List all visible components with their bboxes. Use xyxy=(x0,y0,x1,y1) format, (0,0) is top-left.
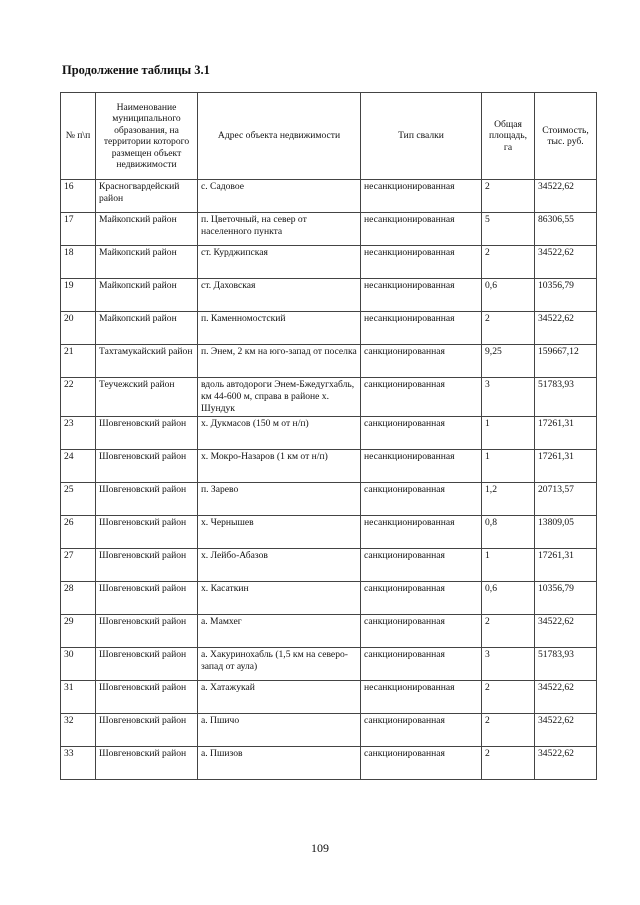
cell-municipality: Майкопский район xyxy=(96,246,198,279)
cell-cost: 34522,62 xyxy=(535,180,597,213)
cell-municipality: Шовгеновский район xyxy=(96,417,198,450)
cell-municipality: Шовгеновский район xyxy=(96,648,198,681)
cell-cost: 159667,12 xyxy=(535,345,597,378)
cell-type: несанкционированная xyxy=(361,213,482,246)
cell-area: 0,8 xyxy=(482,516,535,549)
table-row xyxy=(61,549,597,582)
cell-num: 28 xyxy=(61,582,96,615)
header-type: Тип свалки xyxy=(361,93,482,180)
cell-address: х. Касаткин xyxy=(198,582,361,615)
cell-address: п. Энем, 2 км на юго-запад от поселка xyxy=(198,345,361,378)
cell-municipality: Шовгеновский район xyxy=(96,483,198,516)
cell-num: 22 xyxy=(61,378,96,417)
cell-address: а. Пшизов xyxy=(198,747,361,780)
header-cost: Стоимость, тыс. руб. xyxy=(535,93,597,180)
cell-area: 0,6 xyxy=(482,582,535,615)
cell-municipality: Майкопский район xyxy=(96,279,198,312)
table-row xyxy=(61,582,597,615)
cell-address: п. Цветочный, на север от населенного пункта xyxy=(198,213,361,246)
cell-area: 2 xyxy=(482,747,535,780)
table-continuation-title: Продолжение таблицы 3.1 xyxy=(62,63,210,77)
cell-num: 32 xyxy=(61,714,96,747)
cell-cost: 17261,31 xyxy=(535,450,597,483)
cell-address: с. Садовое xyxy=(198,180,361,213)
cell-address: х. Чернышев xyxy=(198,516,361,549)
cell-type: несанкционированная xyxy=(361,246,482,279)
cell-area: 2 xyxy=(482,681,535,714)
cell-address: а. Хакуринохабль (1,5 км на северо-запад от аула) xyxy=(198,648,361,681)
table-row xyxy=(61,516,597,549)
table-row xyxy=(61,450,597,483)
cell-num: 26 xyxy=(61,516,96,549)
cell-cost: 34522,62 xyxy=(535,747,597,780)
cell-cost: 86306,55 xyxy=(535,213,597,246)
table-row xyxy=(61,279,597,312)
cell-address: п. Зарево xyxy=(198,483,361,516)
cell-area: 2 xyxy=(482,714,535,747)
cell-municipality: Шовгеновский район xyxy=(96,516,198,549)
cell-num: 25 xyxy=(61,483,96,516)
cell-address: х. Лейбо-Абазов xyxy=(198,549,361,582)
cell-type: санкционированная xyxy=(361,549,482,582)
cell-num: 33 xyxy=(61,747,96,780)
cell-area: 1,2 xyxy=(482,483,535,516)
cell-cost: 20713,57 xyxy=(535,483,597,516)
cell-cost: 13809,05 xyxy=(535,516,597,549)
cell-type: несанкционированная xyxy=(361,681,482,714)
cell-type: санкционированная xyxy=(361,345,482,378)
cell-municipality: Тахтамукайский район xyxy=(96,345,198,378)
cell-address: ст. Курджипская xyxy=(198,246,361,279)
header-address: Адрес объекта недвижимости xyxy=(198,93,361,180)
cell-municipality: Майкопский район xyxy=(96,213,198,246)
cell-address: х. Дукмасов (150 м от н/п) xyxy=(198,417,361,450)
cell-num: 20 xyxy=(61,312,96,345)
cell-num: 17 xyxy=(61,213,96,246)
cell-cost: 34522,62 xyxy=(535,246,597,279)
page-number: 109 xyxy=(311,841,329,855)
cell-cost: 34522,62 xyxy=(535,681,597,714)
cell-type: санкционированная xyxy=(361,747,482,780)
cell-area: 2 xyxy=(482,615,535,648)
cell-area: 2 xyxy=(482,312,535,345)
cell-municipality: Шовгеновский район xyxy=(96,582,198,615)
cell-address: вдоль автодороги Энем-Бжедугхабль, км 44-600 м, справа в районе х. Шундук xyxy=(198,378,361,417)
cell-municipality: Шовгеновский район xyxy=(96,747,198,780)
table-row xyxy=(61,747,597,780)
cell-municipality: Майкопский район xyxy=(96,312,198,345)
cell-municipality: Шовгеновский район xyxy=(96,615,198,648)
cell-type: несанкционированная xyxy=(361,450,482,483)
table-header-row xyxy=(61,93,597,180)
cell-type: несанкционированная xyxy=(361,312,482,345)
cell-area: 1 xyxy=(482,549,535,582)
cell-area: 3 xyxy=(482,378,535,417)
cell-num: 18 xyxy=(61,246,96,279)
cell-type: санкционированная xyxy=(361,714,482,747)
cell-area: 2 xyxy=(482,246,535,279)
header-area: Общая площадь, га xyxy=(482,93,535,180)
cell-cost: 34522,62 xyxy=(535,312,597,345)
cell-cost: 51783,93 xyxy=(535,648,597,681)
table-row xyxy=(61,378,597,417)
table-row xyxy=(61,180,597,213)
cell-area: 5 xyxy=(482,213,535,246)
cell-num: 24 xyxy=(61,450,96,483)
cell-cost: 17261,31 xyxy=(535,549,597,582)
cell-cost: 17261,31 xyxy=(535,417,597,450)
cell-municipality: Шовгеновский район xyxy=(96,549,198,582)
cell-address: х. Мокро-Назаров (1 км от н/п) xyxy=(198,450,361,483)
header-num: № п\п xyxy=(61,93,96,180)
table-row xyxy=(61,681,597,714)
cell-num: 29 xyxy=(61,615,96,648)
cell-cost: 51783,93 xyxy=(535,378,597,417)
table-row xyxy=(61,648,597,681)
cell-area: 2 xyxy=(482,180,535,213)
header-municipality: Наименование муниципального образования, на территории которого размещен объект недвижимости xyxy=(96,93,198,180)
cell-municipality: Шовгеновский район xyxy=(96,681,198,714)
cell-type: санкционированная xyxy=(361,582,482,615)
cell-address: а. Мамхег xyxy=(198,615,361,648)
cell-type: санкционированная xyxy=(361,483,482,516)
cell-area: 9,25 xyxy=(482,345,535,378)
table-row xyxy=(61,312,597,345)
cell-area: 1 xyxy=(482,417,535,450)
table-row xyxy=(61,345,597,378)
cell-type: санкционированная xyxy=(361,615,482,648)
cell-type: санкционированная xyxy=(361,417,482,450)
cell-cost: 10356,79 xyxy=(535,582,597,615)
cell-type: несанкционированная xyxy=(361,180,482,213)
cell-address: п. Каменномостский xyxy=(198,312,361,345)
cell-municipality: Красногвардейский район xyxy=(96,180,198,213)
cell-num: 21 xyxy=(61,345,96,378)
table-row xyxy=(61,417,597,450)
cell-municipality: Шовгеновский район xyxy=(96,714,198,747)
cell-num: 30 xyxy=(61,648,96,681)
cell-area: 1 xyxy=(482,450,535,483)
cell-area: 3 xyxy=(482,648,535,681)
cell-cost: 34522,62 xyxy=(535,714,597,747)
cell-num: 31 xyxy=(61,681,96,714)
table-row xyxy=(61,615,597,648)
cell-cost: 10356,79 xyxy=(535,279,597,312)
cell-address: ст. Даховская xyxy=(198,279,361,312)
table-row xyxy=(61,213,597,246)
cell-area: 0,6 xyxy=(482,279,535,312)
cell-type: несанкционированная xyxy=(361,279,482,312)
table-row xyxy=(61,483,597,516)
cell-type: санкционированная xyxy=(361,378,482,417)
table-row xyxy=(61,246,597,279)
cell-municipality: Шовгеновский район xyxy=(96,450,198,483)
cell-address: а. Хатажукай xyxy=(198,681,361,714)
cell-cost: 34522,62 xyxy=(535,615,597,648)
table-row xyxy=(61,714,597,747)
cell-address: а. Пшичо xyxy=(198,714,361,747)
cell-type: санкционированная xyxy=(361,648,482,681)
cell-num: 19 xyxy=(61,279,96,312)
cell-type: несанкционированная xyxy=(361,516,482,549)
cell-num: 27 xyxy=(61,549,96,582)
landfill-table xyxy=(60,92,597,780)
cell-municipality: Теучежский район xyxy=(96,378,198,417)
cell-num: 16 xyxy=(61,180,96,213)
cell-num: 23 xyxy=(61,417,96,450)
